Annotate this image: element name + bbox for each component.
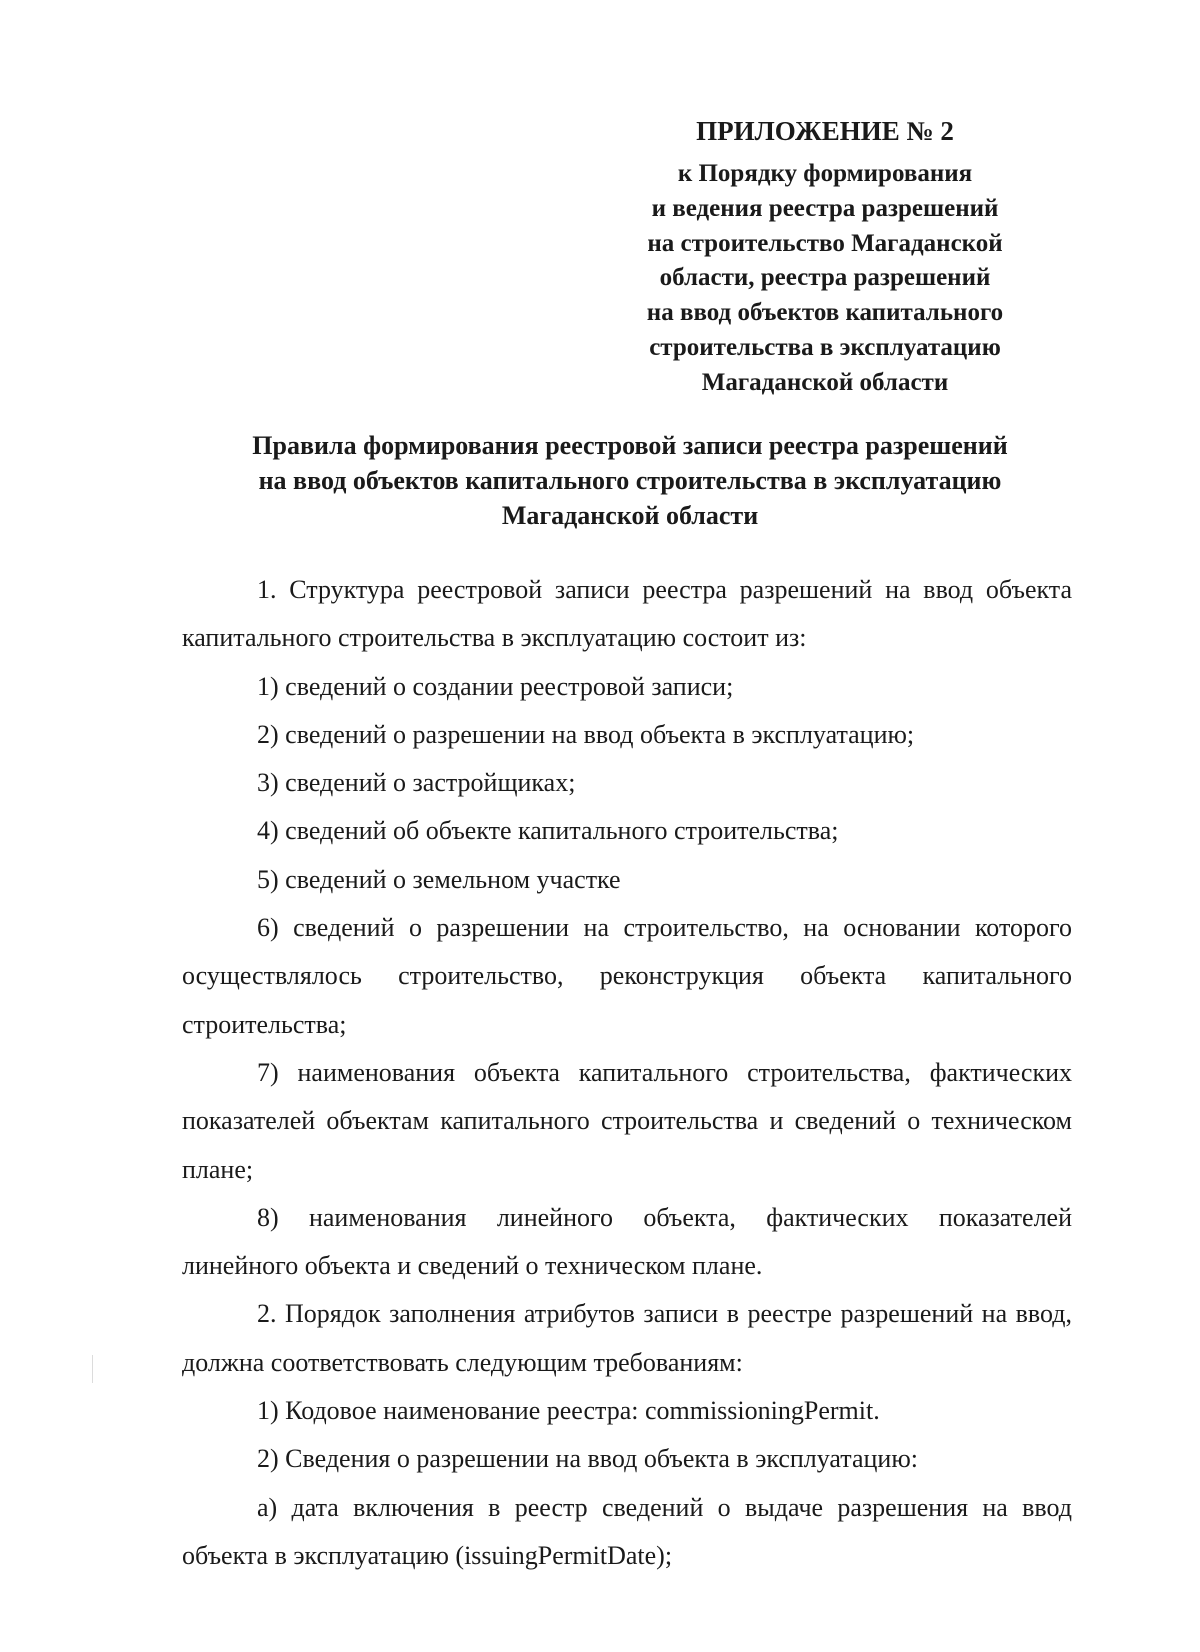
appendix-line: на ввод объектов капитального: [646, 299, 1004, 327]
list-item: 1) Кодовое наименование реестра: commissioningPermit.: [257, 1396, 880, 1426]
heading-line: на ввод объектов капитального строительства в эксплуатацию: [258, 466, 1002, 495]
list-item: 3) сведений о застройщиках;: [257, 768, 576, 798]
list-item: 8) наименования линейного объекта, фактических показателей линейного объекта и сведений о техническом плане.: [182, 1202, 1072, 1281]
list-item: а) дата включения в реестр сведений о выдаче разрешения на ввод объекта в эксплуатацию (issuingPermitDate);: [182, 1492, 1072, 1570]
heading-line: Правила формирования реестровой записи реестра разрешений: [252, 431, 1008, 460]
heading-line: Магаданской области: [501, 501, 759, 530]
document-body: [182, 566, 1072, 1580]
list-item: 6) сведений о разрешении на строительство, на основании которого осуществлялось строительство, реконструкция объекта капитального строительства;: [182, 913, 1072, 1039]
list-item: 4) сведений об объекте капитального строительства;: [257, 816, 839, 846]
list-item: 1) сведений о создании реестровой записи;: [257, 671, 734, 701]
appendix-line: на строительство Магаданской: [647, 229, 1003, 257]
list-item: 7) наименования объекта капитального строительства, фактических показателей объектам капитального строительства и сведений о техническом плане;: [182, 1057, 1072, 1184]
appendix-line: к Порядку формирования: [677, 160, 973, 187]
scan-margin-mark: [92, 1355, 93, 1383]
list-item: 2) Сведения о разрешении на ввод объекта в эксплуатацию:: [257, 1444, 918, 1474]
appendix-title: ПРИЛОЖЕНИЕ № 2: [696, 116, 954, 146]
appendix-line: и ведения реестра разрешений: [651, 194, 999, 222]
document-heading: [130, 428, 1130, 533]
paragraph-requirements: 2. Порядок заполнения атрибутов записи в реестре разрешений на ввод, должна соответствовать следующим требованиям:: [182, 1299, 1072, 1377]
paragraph-structure: 1. Структура реестровой записи реестра разрешений на ввод объекта капитального строительства в эксплуатацию состоит из:: [182, 575, 1072, 653]
list-item: 5) сведений о земельном участке: [257, 864, 621, 894]
list-item: 2) сведений о разрешении на ввод объекта в эксплуатацию;: [257, 719, 915, 749]
appendix-line: строительства в эксплуатацию: [649, 333, 1001, 361]
appendix-block: [590, 115, 1060, 401]
appendix-line: Магаданской области: [701, 368, 949, 396]
appendix-line: области, реестра разрешений: [659, 264, 991, 292]
